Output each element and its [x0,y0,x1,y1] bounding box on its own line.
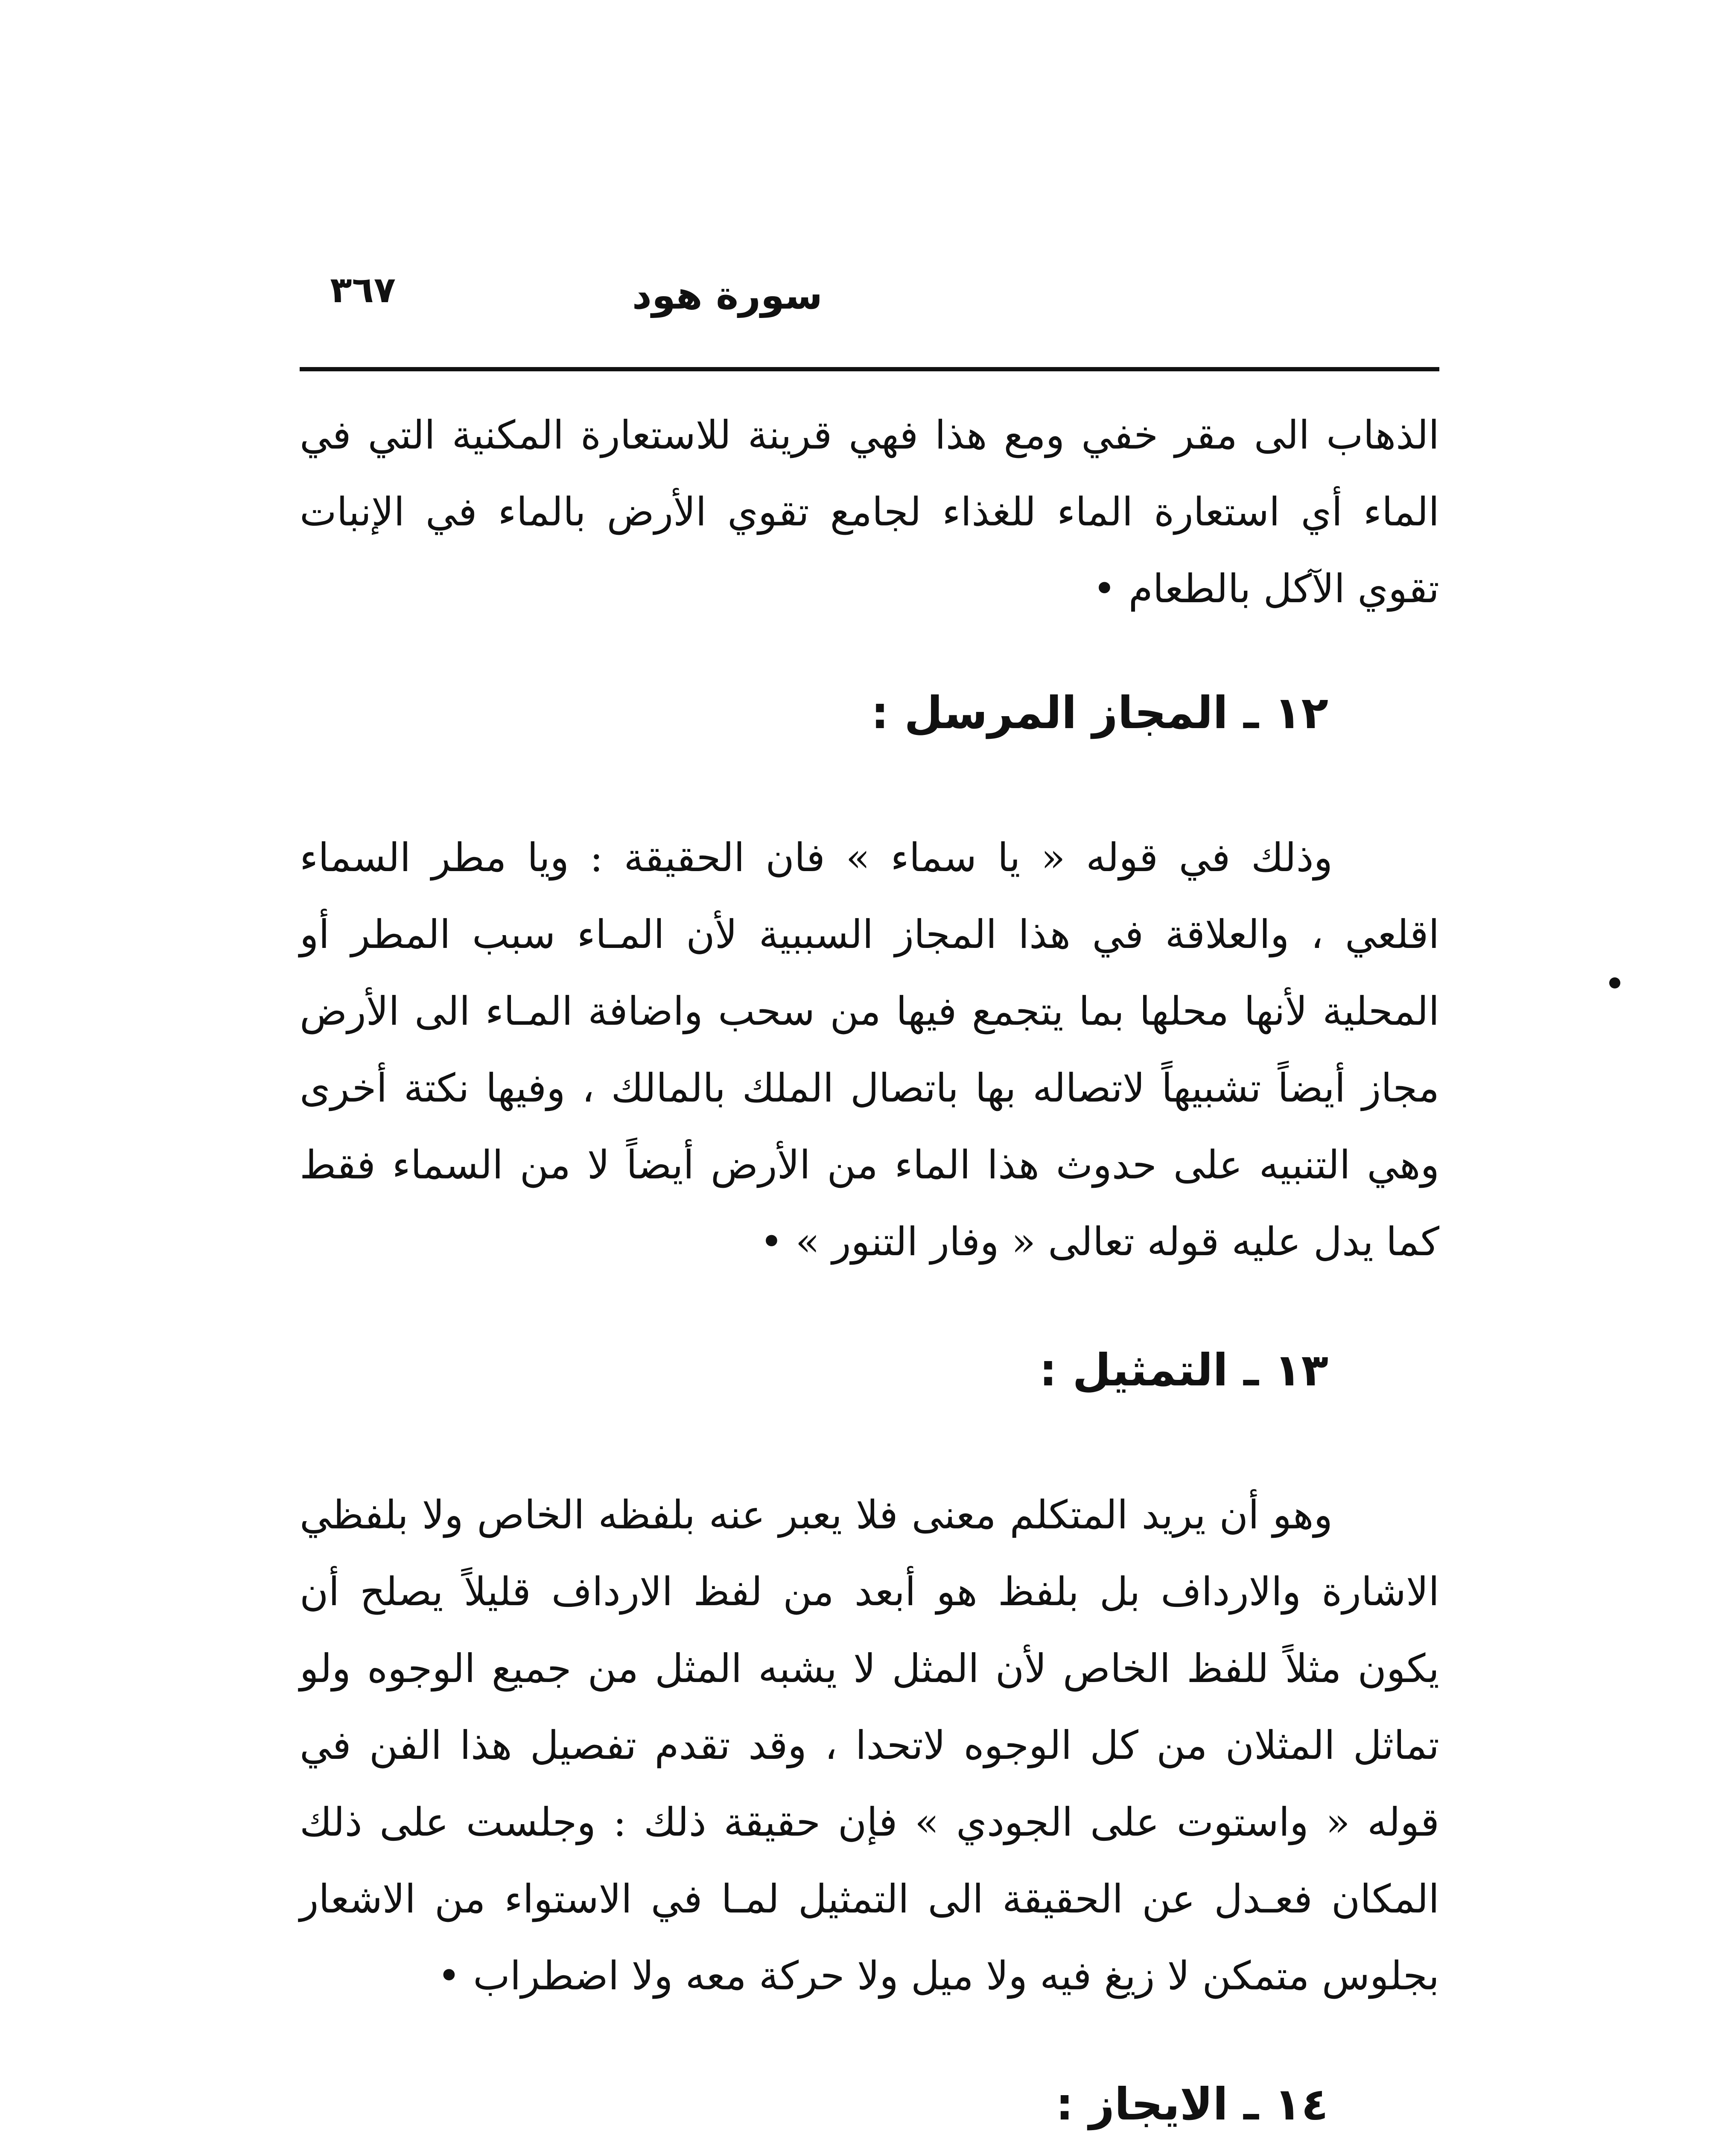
page-header [299,256,1437,341]
section-heading-12: ١٢ ـ المجاز المرسل : [871,687,1328,739]
paragraph-continuation: الذهاب الى مقر خفي ومع هذا فهي قرينة للاستعارة المكنية التي في الماء أي استعارة الماء للغذاء لجامع تقوي الأرض بالماء في الإنبات تقوي الآكل بالطعام • [300,412,1439,612]
running-title: سورة هود [632,273,823,318]
section-heading-13: ١٣ ـ التمثيل : [1039,1344,1328,1396]
margin-ink-dot [1609,977,1620,988]
paragraph-majaz-mursal: وذلك في قوله « يا سماء » فان الحقيقة : ويا مطر السماء اقلعي ، والعلاقة في هذا المجاز السببية لأن المـاء سبب المطر أو المحلية لأنها محلها بما يتجمع فيها من سحب واضافة المـاء الى الأرض مجاز أيضاً تشبيهاً لاتصاله بها باتصال الملك بالمالك ، وفيها نكتة أخرى وهي التنبيه على حدوث هذا الماء من الأرض أيضاً لا من السماء فقط كما يدل عليه قوله تعالى « وفار التنور » • [300,835,1440,1265]
page-body [300,397,1439,2134]
page-number: ٣٦٧ [330,269,396,311]
header-rule [300,367,1439,371]
section-heading-14: ١٤ ـ الايجاز : [1056,2078,1328,2130]
paragraph-tamthil: وهو أن يريد المتكلم معنى فلا يعبر عنه بلفظه الخاص ولا بلفظي الاشارة والارداف بل بلفظ هو أبعد من لفظ الارداف قليلاً يصلح أن يكون مثلاً للفظ الخاص لأن المثل لا يشبه المثل من جميع الوجوه ولو تماثل المثلان من كل الوجوه لاتحدا ، وقد تقدم تفصيل هذا الفن في قوله « واستوت على الجودي » فإن حقيقة ذلك : وجلست على ذلك المكان فعـدل عن الحقيقة الى التمثيل لمـا في الاستواء من الاشعار بجلوس متمكن لا زيغ فيه ولا ميل ولا حركة معه ولا اضطراب • [300,1492,1439,1999]
